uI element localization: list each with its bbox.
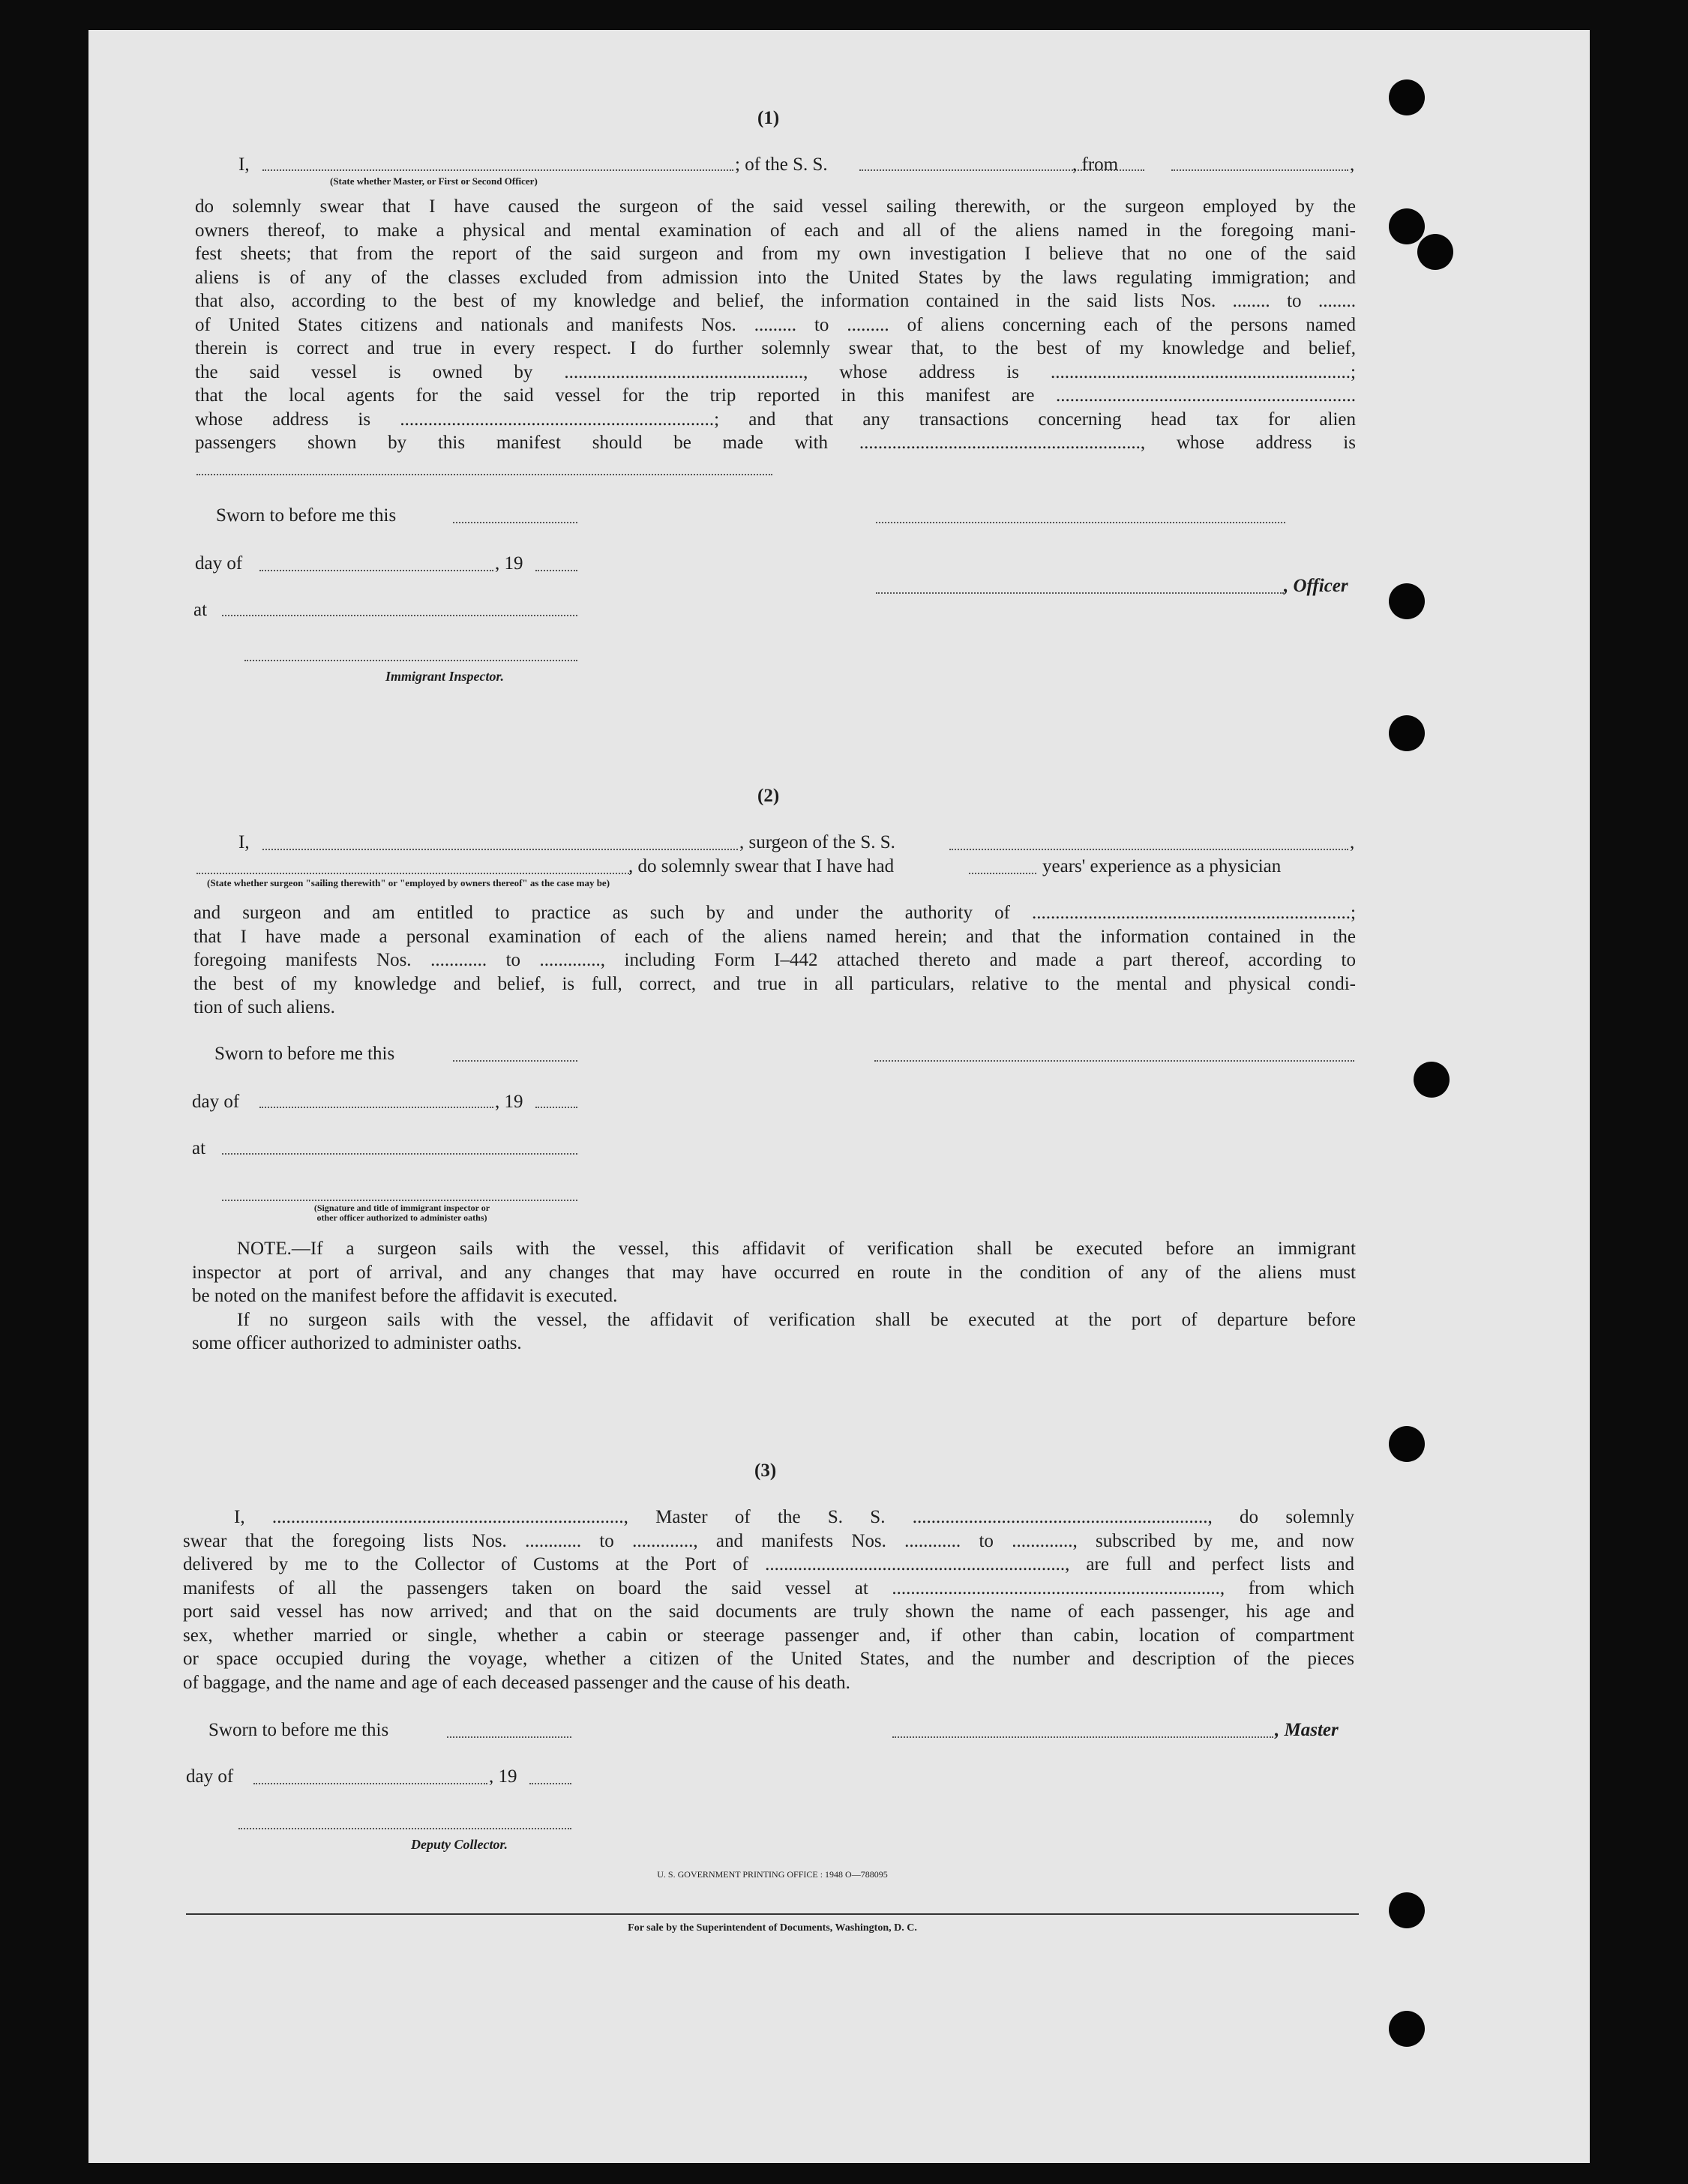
years-experience-field[interactable] <box>969 873 1036 874</box>
sworn-label-1: Sworn to before me this <box>216 505 397 526</box>
caption-surgeon: (State whether surgeon "sailing therewith" or "employed by owners thereof" as the case may be) <box>207 877 610 888</box>
surgeon-signature-field[interactable] <box>874 1060 1354 1062</box>
punch-hole <box>1389 583 1425 619</box>
at-field-2[interactable] <box>222 1153 577 1155</box>
inspector-signature-field-1[interactable] <box>244 660 577 661</box>
section-1-number: (1) <box>757 108 780 128</box>
footer-rule <box>186 1913 1359 1915</box>
section-2-number: (2) <box>757 786 780 806</box>
section-1-from: , from <box>1072 154 1119 175</box>
day-of-label-3: day of <box>186 1766 234 1787</box>
section-1-of-ss: ; of the S. S. <box>735 154 828 175</box>
punch-hole <box>1389 208 1425 244</box>
note-paragraph: NOTE.—If a surgeon sails with the vessel, this affidavit of verification shall be executed before an immigrant inspector at port of arrival, and any changes that may have occurred en route in the condition of any of the aliens must be noted on the manifest before the affidavit is executed. If no surgeon sails with the vessel, the affidavit of verification shall be executed at the port of departure before some officer authorized to administer oaths. <box>192 1239 1356 1353</box>
at-label-1: at <box>193 600 208 620</box>
section-1-i: I, <box>238 154 250 175</box>
surgeon-status-field[interactable] <box>196 873 631 874</box>
address-continuation-field[interactable] <box>196 474 772 475</box>
day-of-label-2: day of <box>192 1092 240 1112</box>
inspector-signature-field-2[interactable] <box>222 1200 577 1201</box>
gpo-imprint: U. S. GOVERNMENT PRINTING OFFICE : 1948 O—788095 <box>657 1869 888 1880</box>
section-3-oath: I, ..........................................................................., Master of the S. S. ..............................................................., do solemnly swear that the foregoing lists Nos. ............ to ............., and manifests Nos. ............ to ............., subscribed by me, and now delivered by me to the Collector of Customs at the Port of ................................................................, are full and perfect lists and manifests of all the passengers taken on board the said vessel at ......................................................................, from which port said vessel has now arrived; and that on the said documents are truly shown the name of each passenger, his age and sex, whether married or single, whether a cabin or steerage passenger and, if other than cabin, location of compartment or space occupied during the voyage, whether a citizen of the United States, and the number and description of the pieces of baggage, and the name and age of each deceased passenger and the cause of his death. <box>183 1507 1354 1693</box>
sale-notice: For sale by the Superintendent of Documents, Washington, D. C. <box>628 1922 917 1934</box>
section-2-comma: , <box>1350 832 1355 852</box>
master-name-field[interactable] <box>262 169 733 171</box>
port-from-field[interactable] <box>1171 169 1348 171</box>
deputy-signature-field[interactable] <box>238 1828 571 1829</box>
officer-signature-field[interactable] <box>876 522 1285 523</box>
punch-hole <box>1389 1426 1425 1462</box>
immigrant-inspector-label: Immigrant Inspector. <box>385 669 505 684</box>
punch-hole <box>1389 1892 1425 1928</box>
sworn-date-field-3[interactable] <box>447 1736 571 1738</box>
officer-label: , Officer <box>1284 576 1348 596</box>
caption-signature-1: (Signature and title of immigrant inspector or <box>313 1203 490 1213</box>
section-1-oath: do solemnly swear that I have caused the surgeon of the said vessel sailing therewith, or the surgeon employed by the owners thereof, to make a physical and mental examination of each and all of the aliens named in the foregoing mani- fest sheets; that from the report of the said surgeon and from my own investigation I believe that no one of the said aliens is of any of the classes excluded from admission into the United States by the laws regulating immigration; and that also, according to the best of my knowledge and belief, the information contained in the said lists Nos. ........ to ........ of United States citizens and nationals and manifests Nos. ......... to ......... of aliens concerning each of the persons named therein is correct and true in every respect. I do further solemnly swear that, to the best of my knowledge and belief, the said vessel is owned by ..................................................., whose address is ................................................................; that the local agents for the said vessel for the trip reported in this manifest are ................................................................ whose address is ...................................................................; and that any transactions concerning head tax for alien passengers shown by this manifest should be made with ............................................................, whose address is <box>195 196 1356 453</box>
section-2-oath: and surgeon and am entitled to practice as such by and under the authority of ....................................................................; that I have made a personal examination of each of the aliens named herein; and that the information contained in the foregoing manifests Nos. ............ to ............., including Form I–442 attached thereto and made a part thereof, according to the best of my knowledge and belief, is full, correct, and true in all particulars, relative to the mental and physical condi- tion of such aliens. <box>193 903 1356 1017</box>
day-of-label-1: day of <box>195 553 243 574</box>
punch-hole <box>1414 1062 1450 1098</box>
sworn-label-3: Sworn to before me this <box>208 1720 389 1740</box>
deputy-collector-label: Deputy Collector. <box>411 1837 508 1852</box>
sworn-date-field-1[interactable] <box>453 522 577 523</box>
master-label: , Master <box>1275 1720 1339 1740</box>
punch-hole <box>1389 2011 1425 2047</box>
day-of-field-3[interactable] <box>253 1783 487 1784</box>
master-signature-field[interactable] <box>892 1736 1273 1738</box>
sworn-date-field-2[interactable] <box>453 1060 577 1062</box>
year-label-2: , 19 <box>495 1092 523 1112</box>
section-2-surgeon-of-ss: , surgeon of the S. S. <box>739 832 895 852</box>
punch-hole <box>1417 234 1453 270</box>
surgeon-name-field[interactable] <box>262 849 738 850</box>
day-of-field-1[interactable] <box>259 570 493 571</box>
at-label-2: at <box>192 1138 206 1158</box>
officer-name-field[interactable] <box>876 592 1284 594</box>
section-2-swear: , do solemnly swear that I have had <box>628 856 895 876</box>
at-field-1[interactable] <box>222 615 577 616</box>
year-label-3: , 19 <box>489 1766 517 1787</box>
punch-hole <box>1389 79 1425 115</box>
year-field-2[interactable] <box>535 1107 577 1108</box>
sworn-label-2: Sworn to before me this <box>214 1044 395 1064</box>
section-3-number: (3) <box>754 1460 777 1481</box>
caption-master: (State whether Master, or First or Second Officer) <box>330 175 538 187</box>
section-2-i: I, <box>238 832 250 852</box>
punch-hole <box>1389 715 1425 751</box>
year-field-3[interactable] <box>529 1783 571 1784</box>
caption-signature-2: other officer authorized to administer oaths) <box>316 1212 487 1223</box>
section-1-comma: , <box>1350 154 1355 175</box>
year-field-1[interactable] <box>535 570 577 571</box>
section-2-years: years' experience as a physician <box>1042 856 1282 876</box>
section-2-vessel-field[interactable] <box>949 849 1348 850</box>
day-of-field-2[interactable] <box>259 1107 493 1108</box>
year-label-1: , 19 <box>495 553 523 574</box>
